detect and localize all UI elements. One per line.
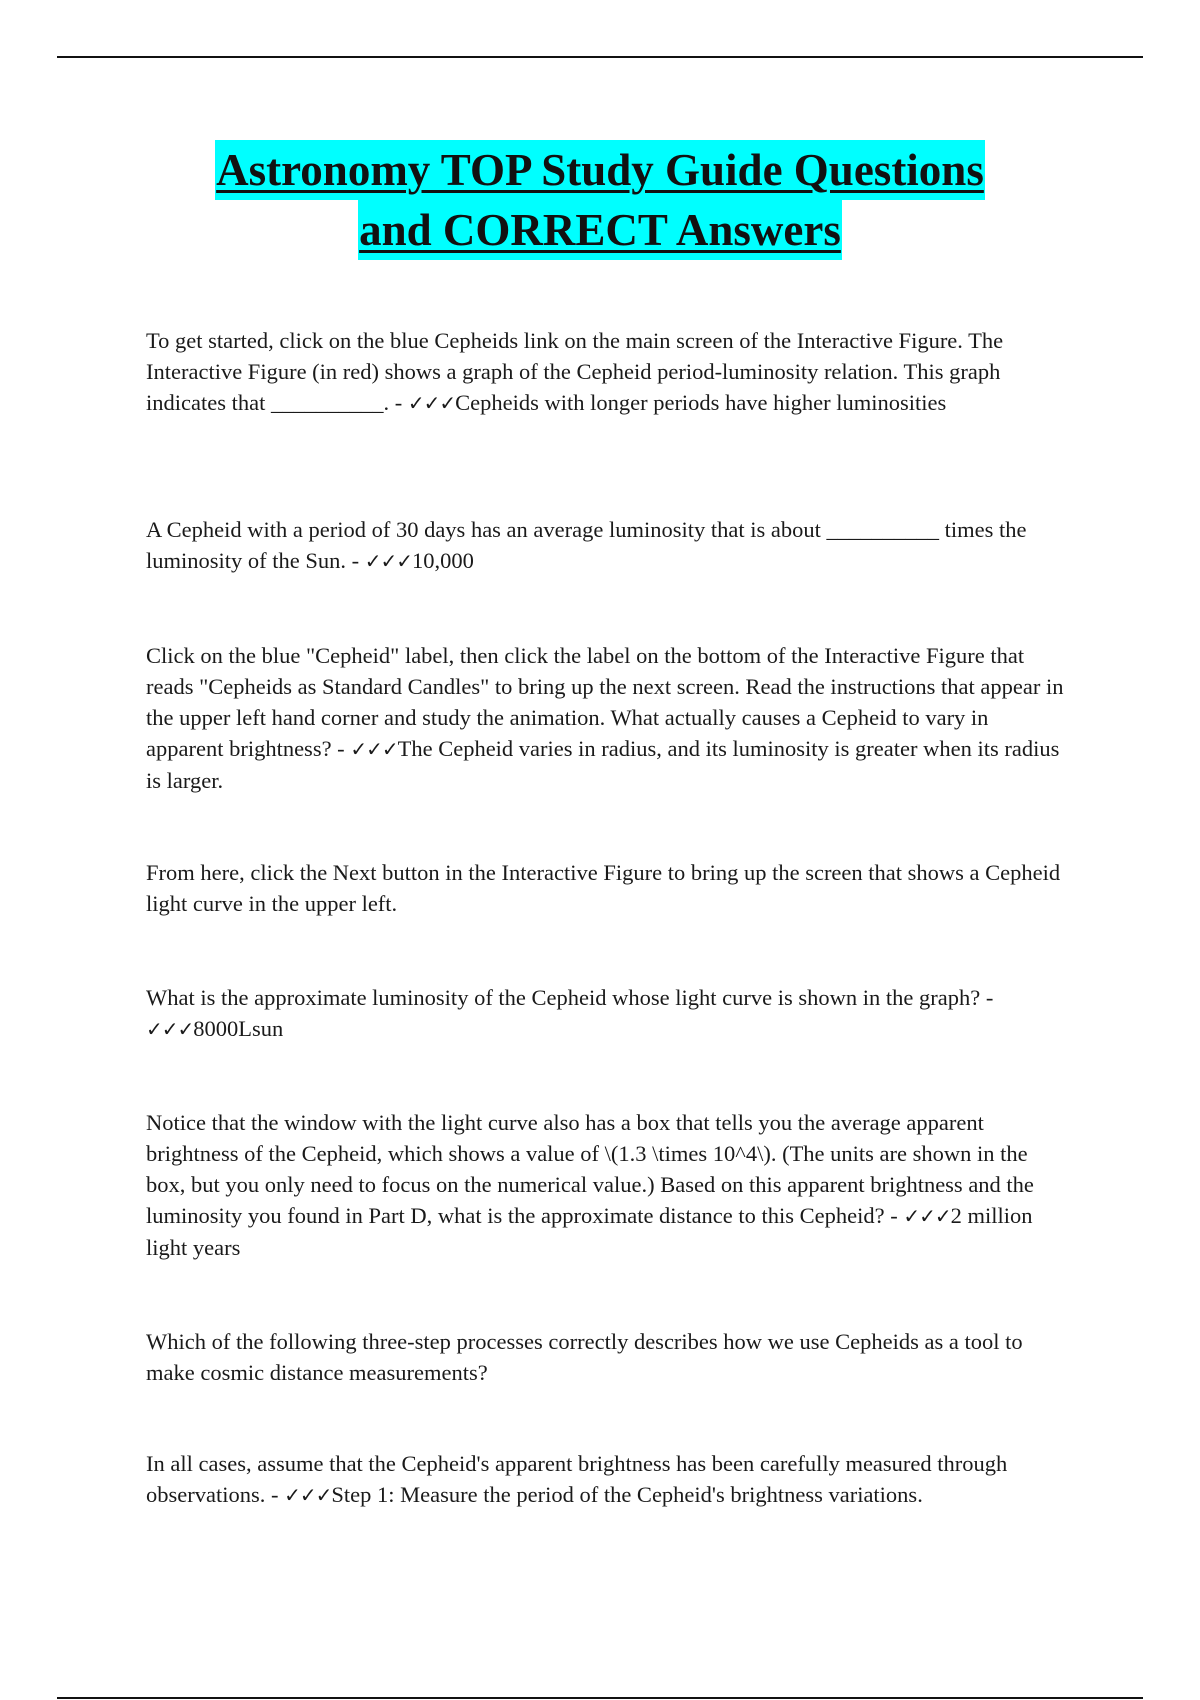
checkmark-icon: ✓✓✓	[146, 1017, 194, 1041]
answer-text: 8000Lsun	[193, 1016, 284, 1041]
qa-item-1	[146, 325, 1066, 419]
answer-text: The Cepheid varies in radius, and its luminosity is greater when its radius is larger.	[146, 736, 1060, 793]
question-text: Which of the following three-step processes correctly describes how we use Cepheids as a tool to make cosmic distance measurements?	[146, 1329, 1023, 1385]
qa-item-4	[146, 857, 1066, 919]
question-text: A Cepheid with a period of 30 days has an average luminosity that is about __________ times the luminosity of the Sun. -	[146, 517, 1027, 573]
qa-item-3	[146, 640, 1066, 796]
question-text: From here, click the Next button in the Interactive Figure to bring up the screen that shows a Cepheid light curve in the upper left.	[146, 860, 1061, 916]
qa-item-7	[146, 1326, 1066, 1388]
qa-item-2	[146, 514, 1066, 577]
question-text: Click on the blue "Cepheid" label, then click the label on the bottom of the Interactive Figure that reads "Cepheids as Standard Candles" to bring up the next screen. Read the instructions that appear in the upper left hand corner and study the animation. What actually causes a Cepheid to vary in apparent brightness? -	[146, 643, 1064, 761]
question-text: What is the approximate luminosity of the Cepheid whose light curve is shown in the graph? -	[146, 985, 994, 1010]
answer-text: Step 1: Measure the period of the Cepheid's brightness variations.	[331, 1482, 923, 1507]
bottom-rule	[57, 1697, 1143, 1699]
question-text: Notice that the window with the light curve also has a box that tells you the average apparent brightness of the Cepheid, which shows a value of \(1.3 \times 10^4\). (The units are shown in the box, but you only need to focus on the numerical value.) Based on this apparent brightness and the luminosity you found in Part D, what is the approximate distance to this Cepheid? -	[146, 1110, 1034, 1228]
answer-text: Cepheids with longer periods have higher luminosities	[455, 390, 947, 415]
question-text: In all cases, assume that the Cepheid's apparent brightness has been carefully measured through observations. -	[146, 1451, 1008, 1507]
answer-text: 10,000	[412, 548, 474, 573]
checkmark-icon: ✓✓✓	[364, 549, 413, 573]
checkmark-icon: ✓✓✓	[903, 1204, 951, 1228]
checkmark-icon: ✓✓✓	[284, 1483, 332, 1507]
answer-text: 2 million light years	[146, 1203, 1033, 1260]
qa-item-5	[146, 982, 1066, 1045]
question-text: To get started, click on the blue Cepheids link on the main screen of the Interactive Figure. The Interactive Figure (in red) shows a graph of the Cepheid period-luminosity relation. This graph indicates that __________. -	[146, 328, 1004, 415]
qa-item-8	[146, 1448, 1066, 1511]
checkmark-icon: ✓✓✓	[350, 737, 398, 761]
title-line-2: and CORRECT Answers	[358, 200, 842, 260]
checkmark-icon: ✓✓✓	[407, 391, 456, 415]
title-line-1: Astronomy TOP Study Guide Questions	[215, 140, 985, 200]
page-title	[0, 140, 1200, 260]
qa-item-6	[146, 1107, 1066, 1263]
top-rule	[57, 56, 1143, 58]
